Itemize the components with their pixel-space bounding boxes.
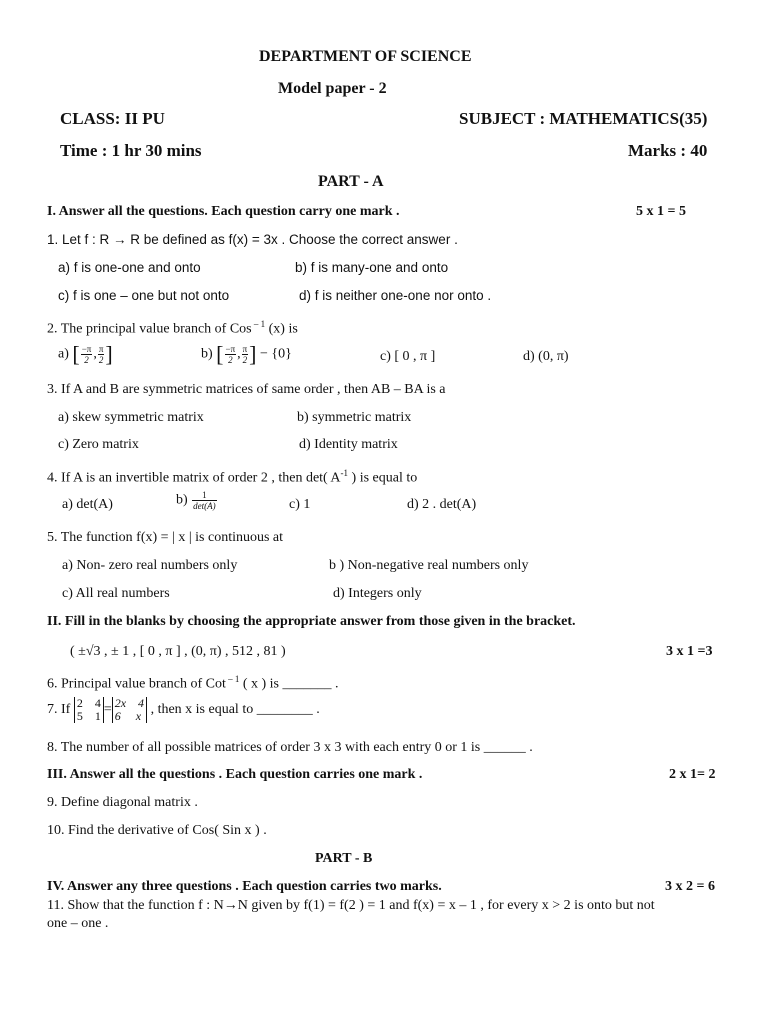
q4-option-b <box>176 490 218 511</box>
section-4-marks: 3 x 2 = 6 <box>665 879 715 894</box>
q2-a-frac-num: −π <box>81 344 92 354</box>
subject-label: SUBJECT : MATHEMATICS(35) <box>459 109 708 128</box>
q3-option-a: a) skew symmetric matrix <box>58 410 204 425</box>
question-9: 9. Define diagonal matrix . <box>47 795 198 810</box>
fill-blank-options: ( ±√3 , ± 1 , [ 0 , π ] , (0, π) , 512 , 81 ) <box>70 644 286 659</box>
q4-option-c: c) 1 <box>289 497 311 512</box>
q3-option-d: d) Identity matrix <box>299 437 398 452</box>
q4-b-frac-num: 1 <box>192 490 217 501</box>
question-5: 5. The function f(x) = | x | is continuous at <box>47 530 284 545</box>
department-title: DEPARTMENT OF SCIENCE <box>259 48 472 65</box>
q2-b-tail: − {0} <box>256 346 292 362</box>
question-4 <box>47 465 417 487</box>
q3-option-b: b) symmetric matrix <box>297 410 412 425</box>
q2-option-b: b) [ $\frac{-\pi}{2}$ , $\frac{\pi}{2}$ ] − {0} <box>201 341 292 367</box>
q7-text: 7. If <box>47 702 71 718</box>
part-a-title: PART - A <box>318 173 384 190</box>
question-6 <box>47 671 339 693</box>
q5-option-a: a) Non- zero real numbers only <box>62 558 238 573</box>
question-7 <box>47 697 320 723</box>
q7-matrix-right-row1: 2x 4 <box>114 696 145 710</box>
q5-option-d: d) Integers only <box>333 586 422 601</box>
q6-text: 6. Principal value branch of Cot <box>47 676 226 692</box>
q5-option-b: b ) Non-negative real numbers only <box>329 558 529 573</box>
q7-matrix-left-row2: 5 1 <box>76 709 101 723</box>
q6-superscript: – 1 <box>225 674 240 684</box>
section-3-instruction: III. Answer all the questions . Each question carries one mark . <box>47 767 423 782</box>
question-2 <box>47 316 298 338</box>
q2-option-d: d) (0, π) <box>523 349 569 364</box>
q4-text-end: ) is equal to <box>348 470 418 486</box>
q7-matrix-right-row2: 6 x <box>114 709 142 723</box>
q7-matrix-left-row1: 2 4 <box>76 696 101 710</box>
question-11-line2: one – one . <box>47 916 109 931</box>
q6-text-end: ( x ) is _______ . <box>239 676 339 692</box>
section-4-instruction: IV. Answer any three questions . Each question carries two marks. <box>47 879 442 894</box>
question-8: 8. The number of all possible matrices of order 3 x 3 with each entry 0 or 1 is ______ . <box>47 740 533 755</box>
part-b-title: PART - B <box>315 851 373 866</box>
paper-title: Model paper - 2 <box>278 80 387 97</box>
q2-b-label: b) <box>201 346 213 362</box>
marks-label: Marks : 40 <box>628 141 708 160</box>
q7-matrix-left <box>74 697 104 723</box>
q4-option-d: d) 2 . det(A) <box>407 497 477 512</box>
q2-b-frac2-num: π <box>242 344 248 354</box>
q2-text-end: (x) is <box>265 321 298 337</box>
section-3-marks: 2 x 1= 2 <box>669 767 716 782</box>
q4-superscript: -1 <box>340 468 349 478</box>
q1-option-b: b) f is many-one and onto <box>295 260 449 275</box>
q2-b-frac2-den: 2 <box>242 355 248 365</box>
section-1-marks: 5 x 1 = 5 <box>636 204 686 219</box>
time-label: Time : 1 hr 30 mins <box>60 141 202 160</box>
q2-superscript: – 1 <box>251 319 266 329</box>
q7-equals: = <box>103 702 112 718</box>
q3-option-c: c) Zero matrix <box>58 437 139 452</box>
q1-option-d: d) f is neither one-one nor onto . <box>299 288 492 303</box>
q5-option-c: c) All real numbers <box>62 586 170 601</box>
q4-b-label: b) <box>176 492 188 508</box>
class-label: CLASS: II PU <box>60 109 165 128</box>
question-3: 3. If A and B are symmetric matrices of same order , then AB – BA is a <box>47 382 446 397</box>
q2-option-a: a) [ $\frac{-\pi}{2}$ , $\frac{\pi}{2}$ ] <box>58 341 113 367</box>
question-10: 10. Find the derivative of Cos( Sin x ) . <box>47 823 267 838</box>
section-2-marks: 3 x 1 =3 <box>666 644 713 659</box>
q4-text: 4. If A is an invertible matrix of order 2 , then det( A <box>47 470 341 486</box>
q2-b-frac-den: 2 <box>228 355 233 365</box>
question-1: 1. Let f : R → R be defined as f(x) = 3x . Choose the correct answer . <box>47 232 458 247</box>
q7-matrix-right <box>112 697 147 723</box>
section-2-instruction: II. Fill in the blanks by choosing the appropriate answer from those given in the bracket. <box>47 614 576 629</box>
q2-a-label: a) <box>58 346 69 362</box>
q1-option-a: a) f is one-one and onto <box>58 260 201 275</box>
q2-b-frac-num: −π <box>225 344 236 354</box>
q4-b-frac-den: det(A) <box>193 501 216 511</box>
q1-option-c: c) f is one – one but not onto <box>58 288 230 303</box>
q2-option-c: c) [ 0 , π ] <box>380 349 436 364</box>
q2-a-frac2-num: π <box>98 344 104 354</box>
q4-option-a: a) det(A) <box>62 497 113 512</box>
q2-a-frac-den: 2 <box>84 355 89 365</box>
q7-text-end: , then x is equal to ________ . <box>147 702 320 718</box>
q2-text: 2. The principal value branch of Cos <box>47 321 252 337</box>
q2-a-frac2-den: 2 <box>98 355 104 365</box>
section-1-instruction: I. Answer all the questions. Each question carry one mark . <box>47 204 400 219</box>
question-11-line1: 11. Show that the function f : N→N given by f(1) = f(2 ) = 1 and f(x) = x – 1 , for every x > 2 is onto but not <box>47 898 655 913</box>
